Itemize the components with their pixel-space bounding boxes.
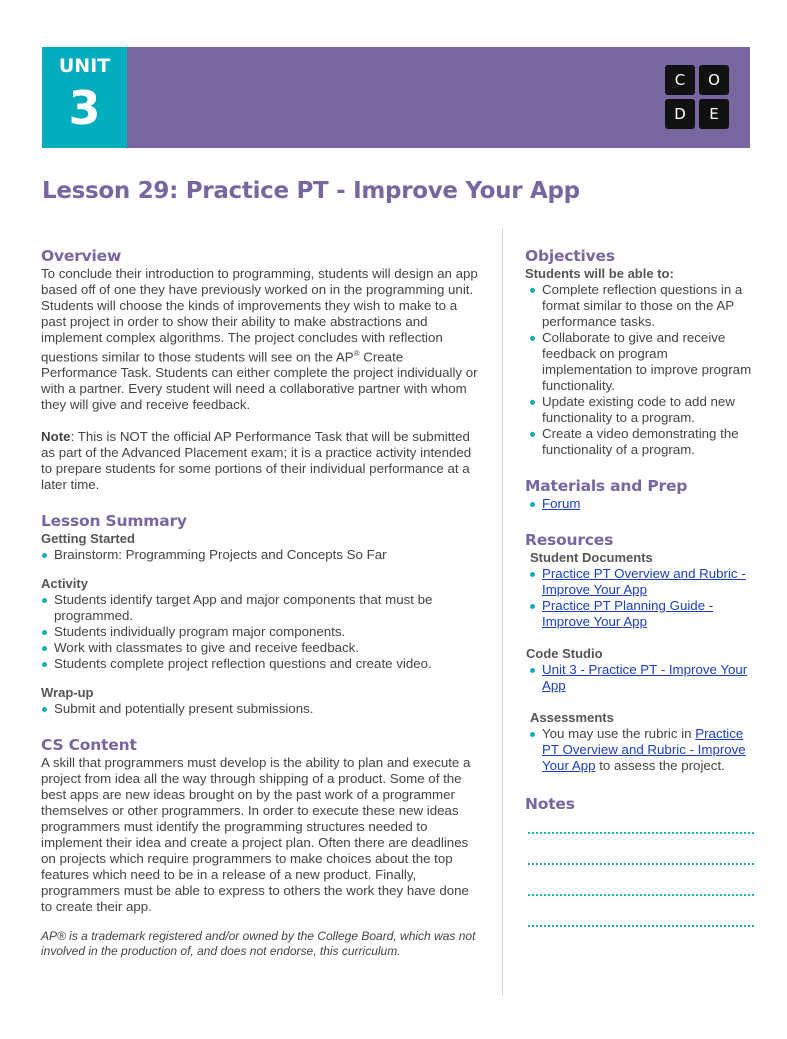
list-item [525,662,760,694]
lesson-summary-heading: Lesson Summary [41,512,187,531]
list-item: Students complete project reflection questions and create video. [41,656,481,672]
list-item: You may use the rubric in Practice PT Overview and Rubric - Improve Your App to assess the project. [525,726,760,774]
objectives-heading: Objectives [525,247,615,265]
notes-line[interactable] [528,894,754,896]
list-item: Students identify target App and major components that must be programmed. [41,592,481,624]
resources-heading: Resources [525,531,614,549]
notes-line[interactable] [528,832,754,834]
ap-disclaimer: AP® is a trademark registered and/or owned by the College Board, which was not involved in the production of, and does not endorse, this curriculum. [41,929,476,959]
logo-tile-e: E [699,99,729,129]
list-item: Complete reflection questions in a format similar to those on the AP performance tasks. [525,282,760,330]
unit-label: UNIT [58,55,111,77]
right-column [525,246,760,927]
logo-tile-d: D [665,99,695,129]
list-item: Students individually program major components. [41,624,481,640]
notes-lines [525,832,760,927]
cs-content-heading: CS Content [41,736,137,755]
logo-tile-c: C [665,65,695,95]
activity-list [41,592,481,672]
planning-guide-link[interactable]: Practice PT Planning Guide - Improve Your App [542,598,714,629]
overview-text: To conclude their introduction to programming, students will design an app based off of one they have previously worked on in the programming unit. Students will choose the kinds of improvements they wish to make to a past project in order to show their ability to make abstractions and implement complex algorithms. The project concludes with reflection questions similar to those students will see on the AP® Create Performance Task. Students can either complete the project individually or with a partner. Every student will need a collaborative partner with whom they will give and receive feedback. [41,266,478,413]
overview-rubric-link[interactable]: Practice PT Overview and Rubric - Improve Your App [542,566,746,597]
assessments-list [525,726,760,774]
overview-heading: Overview [41,247,122,265]
notes-line[interactable] [528,925,754,927]
list-item [525,598,760,630]
list-item [525,496,760,512]
code-org-logo [665,65,729,129]
list-item: Collaborate to give and receive feedback on program implementation to improve program functionality. [525,330,760,394]
list-item: Create a video demonstrating the functionality of a program. [525,426,760,458]
list-item: Submit and potentially present submissions. [41,701,481,717]
student-documents-list [525,566,760,630]
code-studio-list [525,662,760,694]
getting-started-list [41,547,481,563]
list-item [525,566,760,598]
wrap-up-list [41,701,481,717]
assessments-title: Assessments [530,710,614,725]
assessment-rubric-link[interactable]: Practice PT Overview and Rubric - Improve Your App [542,726,746,773]
getting-started-title: Getting Started [41,531,135,547]
unit-badge [42,47,127,148]
unit-banner [42,47,750,148]
list-item: Work with classmates to give and receive feedback. [41,640,481,656]
objectives-intro: Students will be able to: [525,266,674,281]
notes-heading: Notes [525,795,575,813]
materials-list [525,496,760,512]
list-item: Update existing code to add new functionality to a program. [525,394,760,426]
code-studio-link[interactable]: Unit 3 - Practice PT - Improve Your App [542,662,748,693]
forum-link[interactable]: Forum [542,496,581,511]
unit-number: 3 [68,81,101,135]
code-studio-title: Code Studio [526,646,603,661]
logo-tile-o: O [699,65,729,95]
page-title: Lesson 29: Practice PT - Improve Your App [42,178,580,204]
list-item: Brainstorm: Programming Projects and Concepts So Far [41,547,481,563]
activity-title: Activity [41,576,88,592]
cs-content-text: A skill that programmers must develop is the ability to plan and execute a project from idea all the way through shipping of a product. Some of the best apps are new ideas brought on by the past work of a programmer themselves or other programmers. In order to execute these new ideas programmers must identify the programming structures needed to implement their idea and create a project plan. Often there are deadlines on projects which require programmers to make choices about the top features which need to be in a release of a new product. Finally, programmers must be able to express to others the work they have done to create their app. [41,755,471,915]
student-documents-title: Student Documents [530,550,653,565]
left-column [41,246,481,959]
wrap-up-title: Wrap-up [41,685,94,701]
objectives-list [525,282,760,458]
column-divider [502,228,503,996]
materials-heading: Materials and Prep [525,477,688,495]
notes-line[interactable] [528,863,754,865]
note-paragraph: Note: This is NOT the official AP Performance Task that will be submitted as part of the Advanced Placement exam; it is a practice activity intended to prepare students for some portions of their individual performance at a later time. [41,429,472,493]
